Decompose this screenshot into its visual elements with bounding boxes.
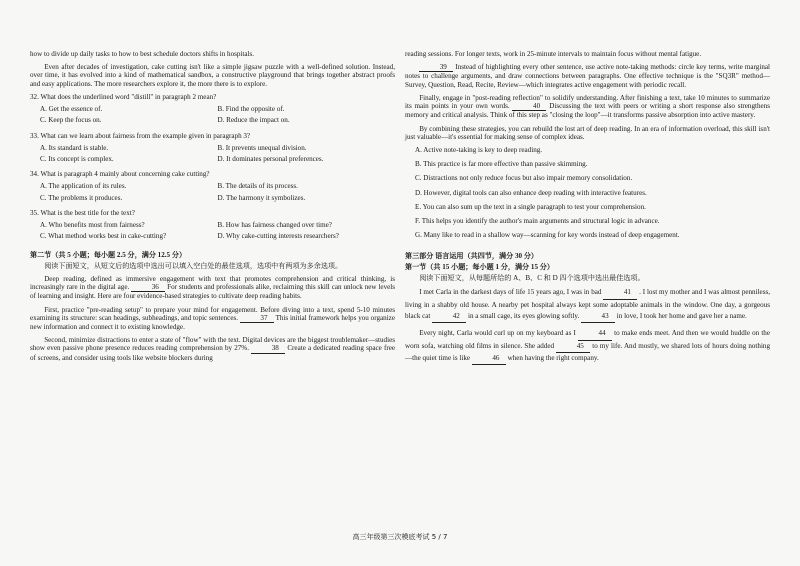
text: Deep reading, defined as immersive engagement with text that promotes comprehension and critical thinking, is increasingly rare in the digital age. <box>30 274 395 292</box>
paragraph-second <box>30 336 395 362</box>
question-32 <box>30 93 395 128</box>
text: Every night, Carla would curl up on my keyboard as I <box>419 329 576 338</box>
paragraph-final <box>405 94 770 120</box>
choice-g: G. Many like to read in a shallow way—scanning for key words instead of deep engagement. <box>415 231 680 240</box>
option-d: D. The harmony it symbolizes. <box>217 193 306 202</box>
paragraph-end: how to divide up daily tasks to how to best schedule doctors shifts in hospitals. <box>30 50 255 58</box>
text: This initial framework helps you organize new information and connect it to existing knowledge. <box>30 313 395 332</box>
section-1-instructions: 阅读下面短文，从每题所给的 A、B、C 和 D 四个选项中选出最佳选项。 <box>419 273 645 282</box>
right-column <box>405 50 770 370</box>
blank-38[interactable]: 38 <box>251 344 285 353</box>
choice-f: F. This helps you identify the author's main arguments and structural logic in advance. <box>415 217 660 226</box>
blank-41[interactable]: 41 <box>603 287 637 299</box>
blank-45[interactable]: 45 <box>556 341 590 353</box>
paragraph-combine: By combining these strategies, you can rebuild the lost art of deep reading. In an era of information overload, this skill isn't just valuable—it's essential for making sense of complex ideas. <box>405 124 770 141</box>
option-a: A. Who benefits most from fairness? <box>40 221 145 230</box>
paragraph-deep-reading <box>30 275 395 301</box>
option-c: C. The problems it produces. <box>40 193 123 202</box>
text: to make ends meet. And then we would huddle on the worn sofa, watching old films in silence. She added <box>405 329 770 350</box>
choice-a: A. Active note-taking is key to deep reading. <box>415 145 543 154</box>
blank-40[interactable]: 40 <box>512 102 546 111</box>
option-b: B. It prevents unequal division. <box>217 143 307 152</box>
left-column <box>30 50 395 367</box>
blank-44[interactable]: 44 <box>578 328 612 340</box>
blank-37[interactable]: 37 <box>240 314 274 323</box>
option-d: D. It dominates personal preferences. <box>217 154 324 163</box>
option-a: A. Get the essence of. <box>40 105 103 114</box>
option-c: C. Keep the focus on. <box>40 116 102 125</box>
option-b: B. The details of its process. <box>217 182 298 191</box>
text: . I lost my mother and I was almost penniless, living in a shabby old house. A nearby pet hospital always kept some adoptable animals in the window. One day, a gorgeous black cat <box>405 288 770 320</box>
text: First, practice "pre-reading setup" to prepare your mind for engagement. Before diving into a text, spend 5-10 minutes examining its structure: scan headings, subheadings, and topic sentences. <box>30 305 395 322</box>
text: For students and professionals alike, reclaiming this skill can unlock new levels of learning and insight. Here are four evidence-based strategies to cultivate deep reading habits. <box>30 283 395 301</box>
text: Discussing the text with peers or writing a short response also strengthens memory and critical analysis. Think of this step as "closing the loop"—it transforms passive absorption into active mastery. <box>405 102 770 120</box>
text: Create a dedicated reading space free of screens, and consider using tools like website blockers during <box>30 344 396 362</box>
choice-c: C. Distractions not only reduce focus but also impair memory consolidation. <box>415 174 633 183</box>
section-2-title: 第二节（共 5 小题；每小题 2.5 分，满分 12.5 分） <box>30 250 187 259</box>
text: Second, minimize distractions to enter a state of "flow" with the text. Digital devices are the biggest troublemaker—studies show even passive phone presence reduces reading comprehension by 27%. <box>30 336 395 353</box>
option-b: B. Find the opposite of. <box>217 105 285 114</box>
choice-e: E. You can also sum up the text in a single paragraph to test your comprehension. <box>415 202 646 211</box>
text: when having the right company. <box>507 353 599 362</box>
option-c: C. Its concept is complex. <box>40 154 114 163</box>
paragraph-cake: Even after decades of investigation, cake cutting isn't like a simple jigsaw puzzle with a well-defined solution. Instead, over time, it has evolved into a kind of mathematical sandbox, a constructive playground that brings together abstract proofs and easy applications. The more researchers explore it, the more there is to explore. <box>30 63 395 88</box>
option-d: D. Why cake-cutting interests researchers? <box>217 232 339 241</box>
choice-list <box>405 146 770 240</box>
text: Instead of highlighting every other sentence, use active note-taking methods: circle key terms, write marginal notes to challenge arguments, and draw connections between paragraphs. One effective technique is the "SQ3R" method—Survey, Question, Read, Recite, Review—which integrates active engagement with periodic recall. <box>405 63 770 89</box>
option-c: C. What method works best in cake-cutting? <box>40 232 167 241</box>
blank-43[interactable]: 43 <box>581 311 615 323</box>
question-34 <box>30 170 395 205</box>
blank-36[interactable]: 36 <box>131 283 165 292</box>
question-stem: 34. What is paragraph 4 mainly about concerning cake cutting? <box>30 170 210 179</box>
choice-b: B. This practice is far more effective than passive skimming. <box>415 160 588 169</box>
text: to my life. And mostly, we shared lots of hours doing nothing—the quiet time is like <box>405 341 771 362</box>
paragraph-first <box>30 306 395 332</box>
text: in love, I took her home and gave her a name. <box>616 311 747 320</box>
choice-d: D. However, digital tools can also enhance deep reading with interactive features. <box>415 188 647 197</box>
blank-46[interactable]: 46 <box>472 353 506 365</box>
option-b: B. How has fairness changed over time? <box>217 221 332 230</box>
question-stem: 32. What does the underlined word "distill" in paragraph 2 mean? <box>30 92 217 101</box>
part-3-title: 第三部分 语言运用（共四节，满分 30 分） <box>405 251 539 260</box>
question-35 <box>30 209 395 244</box>
option-a: A. The application of its rules. <box>40 182 127 191</box>
option-a: A. Its standard is stable. <box>40 143 109 152</box>
text: I met Carla in the darkest days of life 15 years ago, I was in bad <box>419 288 602 297</box>
section-2-instructions: 阅读下面短文，从短文后的选项中选出可以填入空白处的最佳选项，选项中有两项为多余选项。 <box>44 261 343 270</box>
question-stem: 33. What can we learn about fairness from the example given in paragraph 3? <box>30 131 251 140</box>
paragraph-third <box>405 63 770 89</box>
question-stem: 35. What is the best title for the text? <box>30 208 135 217</box>
cloze-paragraph-1 <box>405 287 770 323</box>
blank-42[interactable]: 42 <box>432 311 466 323</box>
cloze-paragraph-2 <box>405 328 770 365</box>
blank-39[interactable]: 39 <box>419 63 453 72</box>
text: Finally, engage in "post-reading reflection" to solidify understanding. After finishing a text, take 10 minutes to summarize its main points in your own words. <box>405 93 770 111</box>
option-d: D. Reduce the impact on. <box>217 116 290 125</box>
text: in a small cage, its eyes glowing softly. <box>467 311 580 320</box>
section-1-title: 第一节（共 15 小题；每小题 1 分，满分 15 分） <box>405 262 554 271</box>
page-footer: 高三年级第三次模底考试 5 / 7 <box>352 533 448 541</box>
paragraph-continued: reading sessions. For longer texts, work in 25-minute intervals to maintain focus without mental fatigue. <box>405 50 702 58</box>
question-33 <box>30 132 395 167</box>
